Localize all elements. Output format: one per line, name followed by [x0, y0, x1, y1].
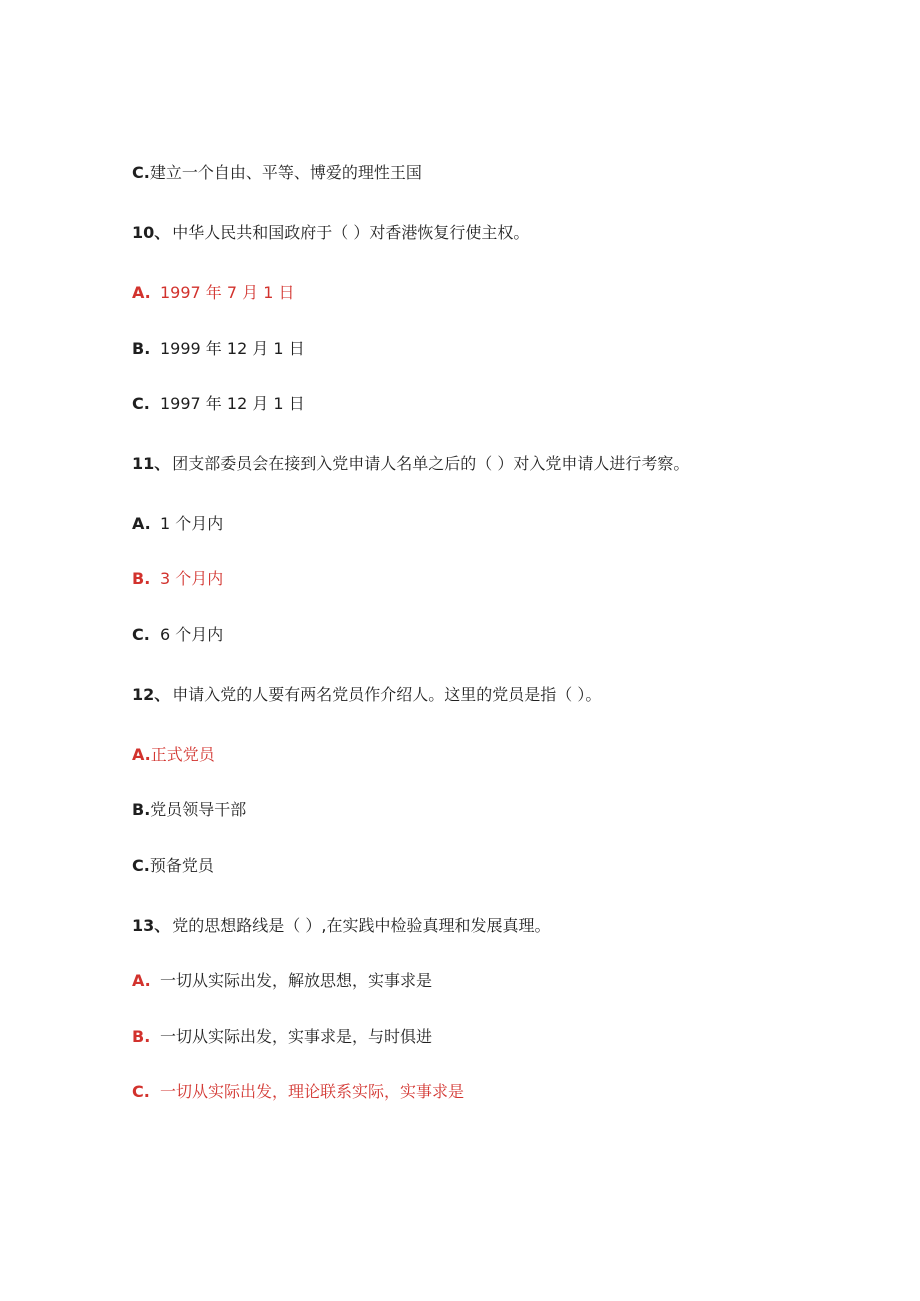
q11-option-a	[132, 512, 223, 536]
q12-option-a	[132, 743, 215, 767]
q10-option-b	[132, 337, 305, 361]
option-label: A.	[132, 971, 151, 990]
option-label: B.	[132, 339, 151, 358]
option-text: 一切从实际出发，解放思想，实事求是	[160, 971, 433, 990]
option-text: 1997 年 12 月 1 日	[160, 394, 305, 413]
option-text: 一切从实际出发，实事求是，与时俱进	[160, 1027, 433, 1046]
option-label: C.	[132, 394, 150, 413]
question-number: 11、	[132, 454, 171, 473]
q13-option-c	[132, 1080, 464, 1104]
q10-option-c	[132, 392, 305, 416]
option-label: B.	[132, 1027, 151, 1046]
question-12	[132, 683, 601, 707]
option-text: 党员领导干部	[150, 800, 247, 819]
q12-option-b	[132, 798, 246, 822]
question-text: 党的思想路线是（ ）,在实践中检验真理和发展真理。	[172, 916, 551, 935]
option-label: A.	[132, 745, 151, 764]
question-number: 13、	[132, 916, 171, 935]
option-label: C.	[132, 625, 150, 644]
q11-option-b	[132, 567, 223, 591]
q11-option-c	[132, 623, 223, 647]
question-13	[132, 914, 550, 938]
q13-option-a	[132, 969, 432, 993]
option-text: 1999 年 12 月 1 日	[160, 339, 305, 358]
question-text: 中华人民共和国政府于（ ）对香港恢复行使主权。	[172, 223, 530, 242]
option-text: 6 个月内	[160, 625, 224, 644]
option-text: 1997 年 7 月 1 日	[160, 283, 295, 302]
option-label: B.	[132, 569, 151, 588]
q13-option-b	[132, 1025, 432, 1049]
option-c-fragment	[132, 161, 422, 185]
q10-option-a	[132, 281, 295, 305]
option-label: C.	[132, 1082, 150, 1101]
option-text: 1 个月内	[160, 514, 224, 533]
q12-option-c	[132, 854, 214, 878]
option-label: B.	[132, 800, 151, 819]
option-label: A.	[132, 514, 151, 533]
option-label: C.	[132, 856, 150, 875]
option-text: 正式党员	[150, 745, 215, 764]
option-text: 3 个月内	[160, 569, 224, 588]
question-number: 10、	[132, 223, 171, 242]
question-text: 申请入党的人要有两名党员作介绍人。这里的党员是指（ ）。	[172, 685, 602, 704]
option-text: 一切从实际出发，理论联系实际，实事求是	[160, 1082, 465, 1101]
option-label: C.	[132, 163, 150, 182]
question-10	[132, 221, 529, 245]
option-text: 建立一个自由、平等、博爱的理性王国	[149, 163, 422, 182]
question-number: 12、	[132, 685, 171, 704]
option-text: 预备党员	[149, 856, 214, 875]
question-11	[132, 452, 689, 476]
question-text: 团支部委员会在接到入党申请人名单之后的（ ）对入党申请人进行考察。	[172, 454, 690, 473]
option-label: A.	[132, 283, 151, 302]
